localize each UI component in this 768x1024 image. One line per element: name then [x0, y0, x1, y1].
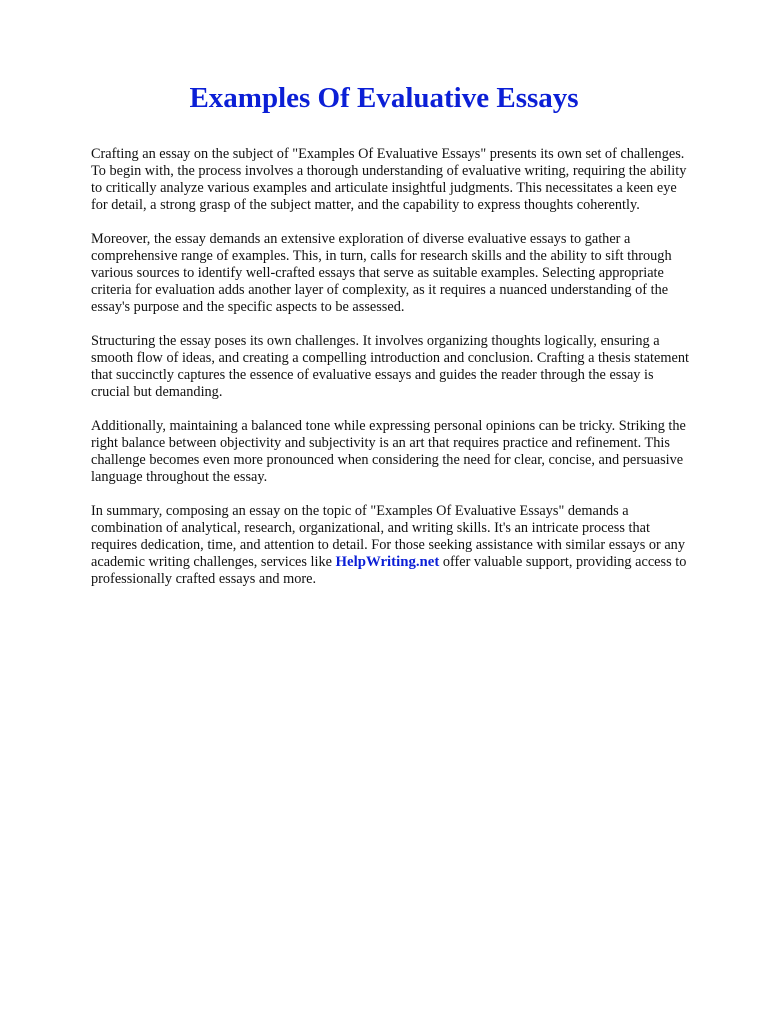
summary-paragraph [91, 503, 689, 588]
paragraph-1: Crafting an essay on the subject of "Examples Of Evaluative Essays" presents its own set of challenges. To begin with, the process involves a thorough understanding of evaluative writing, requiring the ability to critically analyze various examples and articulate insightful judgments. This necessitates a keen eye for detail, a strong grasp of the subject matter, and the capability to express thoughts coherently. [91, 146, 687, 213]
paragraph-4: Additionally, maintaining a balanced tone while expressing personal opinions can be tricky. Striking the right balance between objectivity and subjectivity is an art that requires practice and refinement. This challenge becomes even more pronounced when considering the need for clear, concise, and persuasive language throughout the essay. [91, 418, 686, 485]
paragraph-2: Moreover, the essay demands an extensive exploration of diverse evaluative essays to gather a comprehensive range of examples. This, in turn, calls for research skills and the ability to sift through various sources to identify well-crafted essays that serve as suitable examples. Selecting appropriate criteria for evaluation adds another layer of complexity, as it requires a nuanced understanding of the essay's purpose and the specific aspects to be assessed. [91, 231, 672, 315]
summary-text-after-link: offer valuable support, providing access to professionally crafted essays and more. [91, 554, 687, 587]
document-title: Examples Of Evaluative Essays [189, 82, 579, 114]
document-body [91, 146, 689, 605]
summary-text-before-link: In summary, composing an essay on the topic of "Examples Of Evaluative Essays" demands a combination of analytical, research, organizational, and writing skills. It's an intricate process that requires dedication, time, and attention to detail. For those seeking assistance with similar essays or any academic writing challenges, services like [91, 503, 685, 570]
paragraph-3: Structuring the essay poses its own challenges. It involves organizing thoughts logically, ensuring a smooth flow of ideas, and creating a compelling introduction and conclusion. Crafting a thesis statement that succinctly captures the essence of evaluative essays and guides the reader through the essay is crucial but demanding. [91, 333, 689, 400]
helpwriting-link[interactable]: HelpWriting.net [335, 554, 440, 570]
